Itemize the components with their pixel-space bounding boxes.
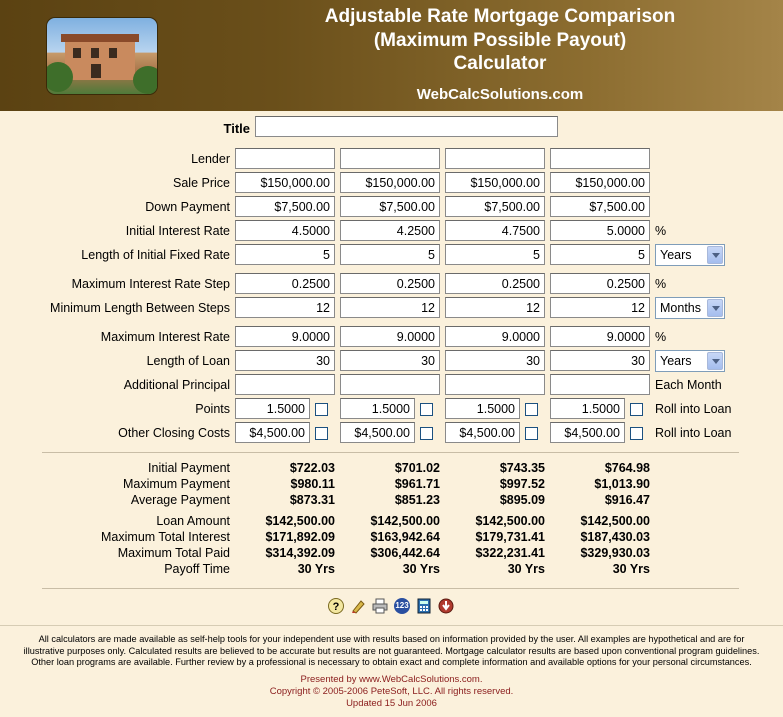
house-photo bbox=[46, 17, 158, 95]
input-2[interactable]: $4,500.00 bbox=[340, 422, 415, 443]
result-value-4: $329,930.03 bbox=[580, 546, 650, 560]
row-label: Maximum Interest Rate bbox=[100, 330, 230, 344]
row-label: Sale Price bbox=[173, 176, 230, 190]
input-2[interactable]: $150,000.00 bbox=[340, 172, 440, 193]
roll-into-loan-checkbox[interactable] bbox=[630, 427, 643, 440]
input-4[interactable]: 30 bbox=[550, 350, 650, 371]
result-label: Average Payment bbox=[130, 493, 230, 507]
result-value-2: $306,442.64 bbox=[370, 546, 440, 560]
input-4[interactable]: 0.2500 bbox=[550, 273, 650, 294]
result-value-4: $142,500.00 bbox=[580, 514, 650, 528]
input-3[interactable] bbox=[445, 148, 545, 169]
input-3[interactable]: 5 bbox=[445, 244, 545, 265]
input-4[interactable]: 5.0000 bbox=[550, 220, 650, 241]
input-1[interactable]: 4.5000 bbox=[235, 220, 335, 241]
input-2[interactable]: 5 bbox=[340, 244, 440, 265]
input-1[interactable]: 12 bbox=[235, 297, 335, 318]
input-3[interactable]: $4,500.00 bbox=[445, 422, 520, 443]
input-1[interactable]: 5 bbox=[235, 244, 335, 265]
row-label: Points bbox=[195, 402, 230, 416]
result-value-1: $873.31 bbox=[289, 493, 335, 507]
result-label: Payoff Time bbox=[164, 562, 230, 576]
result-value-3: 30 Yrs bbox=[507, 562, 545, 576]
result-label: Maximum Payment bbox=[123, 477, 230, 491]
unit-label: Each Month bbox=[655, 378, 722, 392]
result-value-1: $314,392.09 bbox=[265, 546, 335, 560]
input-1[interactable]: $150,000.00 bbox=[235, 172, 335, 193]
title-label: Title bbox=[223, 121, 250, 136]
input-3[interactable]: 0.2500 bbox=[445, 273, 545, 294]
result-label: Loan Amount bbox=[156, 514, 230, 528]
row-label: Initial Interest Rate bbox=[125, 224, 230, 238]
result-value-3: $743.35 bbox=[499, 461, 545, 475]
unit-label: % bbox=[655, 224, 667, 238]
result-value-2: $851.23 bbox=[394, 493, 440, 507]
result-value-2: $163,942.64 bbox=[370, 530, 440, 544]
input-2[interactable]: 1.5000 bbox=[340, 398, 415, 419]
row-label: Lender bbox=[191, 152, 230, 166]
result-value-4: $764.98 bbox=[604, 461, 650, 475]
roll-into-loan-checkbox[interactable] bbox=[630, 403, 643, 416]
unit-label: Roll into Loan bbox=[655, 402, 732, 416]
input-3[interactable]: $7,500.00 bbox=[445, 196, 545, 217]
input-2[interactable]: 4.2500 bbox=[340, 220, 440, 241]
period-select-value: Years bbox=[660, 248, 692, 262]
input-2[interactable] bbox=[340, 374, 440, 395]
input-3[interactable]: 4.7500 bbox=[445, 220, 545, 241]
input-2[interactable]: 30 bbox=[340, 350, 440, 371]
divider-top bbox=[42, 452, 739, 453]
input-2[interactable]: 9.0000 bbox=[340, 326, 440, 347]
input-4[interactable]: $7,500.00 bbox=[550, 196, 650, 217]
input-4[interactable]: $150,000.00 bbox=[550, 172, 650, 193]
chevron-down-icon[interactable] bbox=[707, 246, 723, 264]
input-1[interactable]: $4,500.00 bbox=[235, 422, 310, 443]
result-value-3: $322,231.41 bbox=[475, 546, 545, 560]
input-4[interactable] bbox=[550, 374, 650, 395]
disclaimer: All calculators are made available as self-help tools for your independent use with results based on information provided by the user. All examples are hypothetical and are for illustrative purposes only. Calculated results are believed to be accurate but results are not guaranteed. Mortgage calculator results are based upon conventional program guidelines. Other loan programs are available. Further review by a professional is necessary to obtain exact and complete information and available options for your personal circumstances. bbox=[23, 634, 760, 667]
footer-divider bbox=[0, 625, 783, 626]
input-3[interactable]: $150,000.00 bbox=[445, 172, 545, 193]
input-1[interactable] bbox=[235, 148, 335, 169]
input-4[interactable]: 5 bbox=[550, 244, 650, 265]
roll-into-loan-checkbox[interactable] bbox=[315, 427, 328, 440]
row-label: Additional Principal bbox=[123, 378, 230, 392]
period-select[interactable] bbox=[655, 244, 725, 266]
result-value-4: $916.47 bbox=[604, 493, 650, 507]
roll-into-loan-checkbox[interactable] bbox=[315, 403, 328, 416]
period-select-value: Years bbox=[660, 354, 692, 368]
number-format-icon[interactable]: 123 bbox=[394, 598, 410, 614]
result-value-2: 30 Yrs bbox=[402, 562, 440, 576]
chevron-down-icon[interactable] bbox=[707, 352, 723, 370]
input-3[interactable]: 12 bbox=[445, 297, 545, 318]
result-value-4: $1,013.90 bbox=[594, 477, 650, 491]
title-input[interactable] bbox=[255, 116, 558, 137]
input-1[interactable] bbox=[235, 374, 335, 395]
input-4[interactable]: 1.5000 bbox=[550, 398, 625, 419]
input-1[interactable]: 0.2500 bbox=[235, 273, 335, 294]
updated-date: Updated 15 Jun 2006 bbox=[346, 698, 437, 709]
chevron-down-icon[interactable] bbox=[707, 299, 723, 317]
row-label: Maximum Interest Rate Step bbox=[71, 277, 230, 291]
calculator-title: Adjustable Rate Mortgage Comparison (Maximum Possible Payout) Calculator bbox=[324, 6, 676, 74]
clear-icon[interactable] bbox=[350, 598, 366, 614]
input-4[interactable]: $4,500.00 bbox=[550, 422, 625, 443]
result-value-3: $142,500.00 bbox=[475, 514, 545, 528]
presented-by-link[interactable]: Presented by www.WebCalcSolutions.com. bbox=[300, 674, 483, 685]
result-value-1: 30 Yrs bbox=[297, 562, 335, 576]
input-2[interactable] bbox=[340, 148, 440, 169]
input-2[interactable]: 0.2500 bbox=[340, 273, 440, 294]
row-label: Length of Loan bbox=[146, 354, 230, 368]
input-1[interactable]: 30 bbox=[235, 350, 335, 371]
period-select[interactable] bbox=[655, 297, 725, 319]
roll-into-loan-checkbox[interactable] bbox=[525, 403, 538, 416]
row-label: Down Payment bbox=[145, 200, 230, 214]
input-4[interactable] bbox=[550, 148, 650, 169]
input-4[interactable]: 12 bbox=[550, 297, 650, 318]
roll-into-loan-checkbox[interactable] bbox=[525, 427, 538, 440]
period-select[interactable] bbox=[655, 350, 725, 372]
input-3[interactable]: 9.0000 bbox=[445, 326, 545, 347]
input-2[interactable]: $7,500.00 bbox=[340, 196, 440, 217]
result-value-2: $701.02 bbox=[394, 461, 440, 475]
row-label: Length of Initial Fixed Rate bbox=[81, 248, 230, 262]
input-1[interactable]: 9.0000 bbox=[235, 326, 335, 347]
result-value-1: $142,500.00 bbox=[265, 514, 335, 528]
unit-label: % bbox=[655, 330, 667, 344]
copyright: Copyright © 2005-2006 PeteSoft, LLC. All rights reserved. bbox=[269, 686, 514, 697]
result-value-2: $142,500.00 bbox=[370, 514, 440, 528]
result-label: Maximum Total Paid bbox=[117, 546, 230, 560]
unit-label: Roll into Loan bbox=[655, 426, 732, 440]
input-1[interactable]: 1.5000 bbox=[235, 398, 310, 419]
result-value-4: 30 Yrs bbox=[612, 562, 650, 576]
credits bbox=[0, 674, 783, 710]
row-label: Minimum Length Between Steps bbox=[50, 301, 230, 315]
header-banner bbox=[0, 0, 783, 111]
result-value-3: $179,731.41 bbox=[475, 530, 545, 544]
roll-into-loan-checkbox[interactable] bbox=[420, 427, 433, 440]
result-value-1: $722.03 bbox=[289, 461, 335, 475]
result-label: Initial Payment bbox=[148, 461, 230, 475]
input-3[interactable]: 1.5000 bbox=[445, 398, 520, 419]
input-3[interactable] bbox=[445, 374, 545, 395]
roll-into-loan-checkbox[interactable] bbox=[420, 403, 433, 416]
site-name: WebCalcSolutions.com bbox=[416, 86, 584, 103]
period-select-value: Months bbox=[660, 301, 701, 315]
result-value-1: $171,892.09 bbox=[265, 530, 335, 544]
print-icon[interactable] bbox=[372, 598, 388, 614]
result-label: Maximum Total Interest bbox=[101, 530, 230, 544]
result-value-3: $895.09 bbox=[499, 493, 545, 507]
download-icon[interactable] bbox=[438, 598, 454, 614]
input-3[interactable]: 30 bbox=[445, 350, 545, 371]
unit-label: % bbox=[655, 277, 667, 291]
result-value-2: $961.71 bbox=[394, 477, 440, 491]
input-4[interactable]: 9.0000 bbox=[550, 326, 650, 347]
result-value-1: $980.11 bbox=[290, 477, 335, 491]
input-2[interactable]: 12 bbox=[340, 297, 440, 318]
input-1[interactable]: $7,500.00 bbox=[235, 196, 335, 217]
divider-bottom bbox=[42, 588, 739, 589]
calculator-icon[interactable] bbox=[416, 598, 432, 614]
result-value-3: $997.52 bbox=[499, 477, 545, 491]
result-value-4: $187,430.03 bbox=[580, 530, 650, 544]
row-label: Other Closing Costs bbox=[118, 426, 230, 440]
help-icon[interactable]: ? bbox=[328, 598, 344, 614]
